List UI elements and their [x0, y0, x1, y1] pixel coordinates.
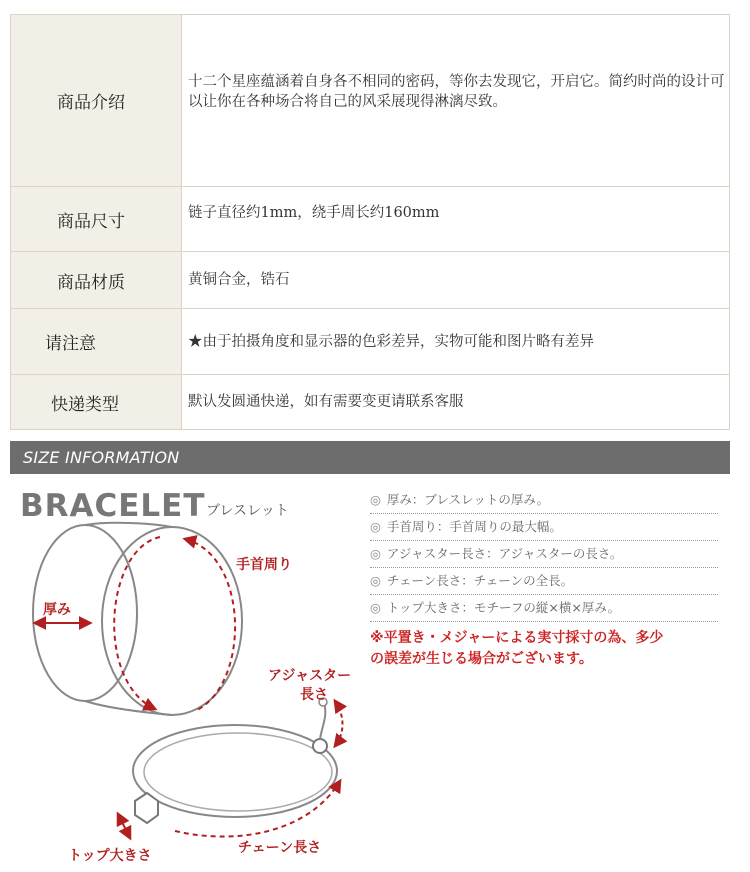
bracelet-title-kana: ブレスレット — [206, 503, 289, 519]
spec-value — [182, 375, 730, 430]
note-text: トップ大きさ：モチーフの縦×横×厚み。 — [386, 600, 621, 615]
bullet-icon: ◎ — [370, 519, 381, 534]
spec-label — [11, 187, 182, 252]
spec-value — [182, 309, 730, 375]
bullet-icon: ◎ — [370, 573, 381, 588]
spec-label-text: 商品材质 — [57, 272, 125, 293]
spec-value-text: 链子直径约1mm，绕手周长约160mm — [188, 205, 440, 221]
spec-value-text: 默认发圆通快递，如有需要变更请联系客服 — [188, 394, 464, 410]
spec-label-text: 请注意 — [45, 334, 96, 354]
spec-row-material — [11, 252, 730, 309]
spec-label-text: 商品介绍 — [57, 93, 125, 113]
label-chain: チェーン長さ — [238, 840, 322, 856]
spec-row-shipping — [11, 375, 730, 430]
note-text: アジャスター長さ：アジャスターの長さ。 — [386, 546, 623, 561]
chain-illustration — [118, 698, 343, 838]
warning-line-2: の誤差が生じる場合がございます。 — [370, 651, 593, 667]
bullet-icon: ◎ — [370, 546, 381, 561]
label-adjuster-line1: アジャスター — [268, 668, 352, 684]
note-text: チェーン長さ：チェーンの全長。 — [386, 573, 574, 588]
label-top-size: トップ大きさ — [68, 848, 152, 864]
spec-value — [182, 252, 730, 309]
note-text: 手首周り：手首周りの最大幅。 — [386, 519, 562, 534]
spec-label-text: 快递类型 — [51, 394, 119, 415]
spec-label — [11, 252, 182, 309]
spec-label — [11, 375, 182, 430]
warning-line-1: ※平置き・メジャーによる実寸採寸の為、多少 — [370, 630, 664, 646]
label-wrist: 手首周り — [236, 557, 292, 573]
label-thickness: 厚み — [43, 602, 71, 618]
bullet-icon: ◎ — [370, 492, 381, 507]
size-info-header: SIZE INFORMATION — [23, 448, 180, 467]
spec-label — [11, 15, 182, 187]
spec-value-text: 黄铜合金，锆石 — [188, 272, 290, 288]
spec-value — [182, 15, 730, 187]
note-text: 厚み：ブレスレットの厚み。 — [386, 492, 550, 507]
size-information-panel — [10, 441, 730, 872]
spec-label-text: 商品尺寸 — [57, 211, 125, 232]
spec-row-notice — [11, 309, 730, 375]
spec-label — [11, 309, 182, 375]
bracelet-diagram — [10, 441, 730, 872]
spec-row-intro — [11, 15, 730, 187]
bracelet-title: BRACELET — [20, 488, 206, 524]
spec-row-size — [11, 187, 730, 252]
product-spec-table — [10, 14, 730, 430]
bullet-icon: ◎ — [370, 600, 381, 615]
spec-value — [182, 187, 730, 252]
spec-value-text: 十二个星座蕴涵着自身各不相同的密码，等你去发现它，开启它。简约时尚的设计可以让你在各种场合将自己的风采展现得淋漓尽致。 — [188, 73, 725, 110]
spec-value-text: ★由于拍摄角度和显示器的色彩差异，实物可能和图片略有差异 — [188, 333, 594, 350]
label-adjuster-line2: 長さ — [300, 687, 328, 703]
